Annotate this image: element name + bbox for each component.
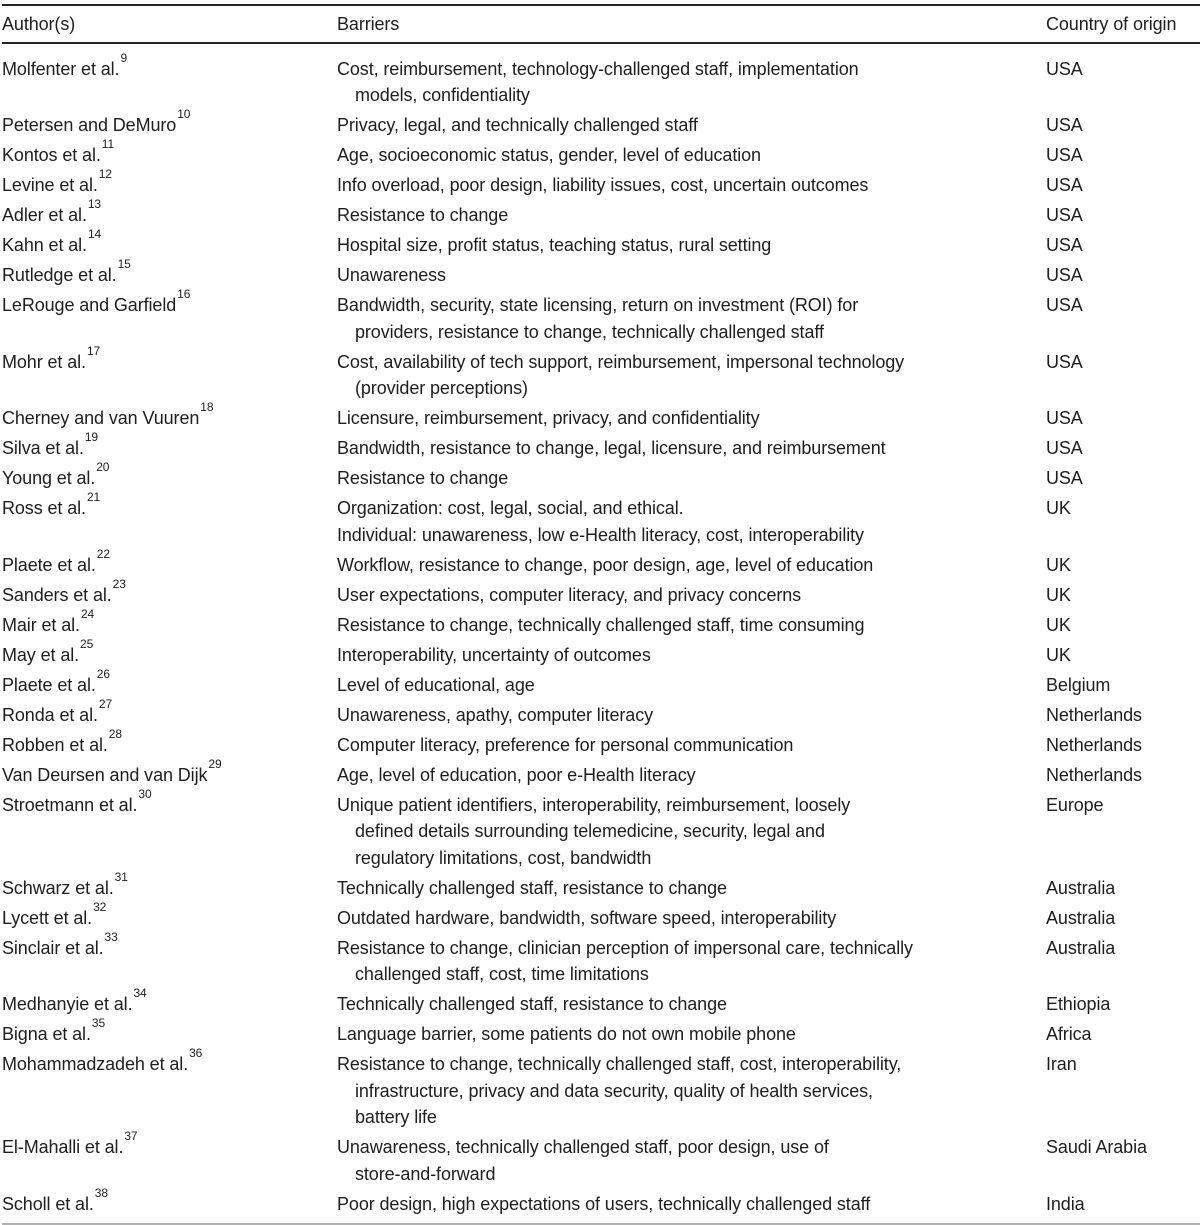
barriers-cell <box>337 349 1046 402</box>
barrier-line: Unawareness <box>337 265 446 285</box>
reference-number: 33 <box>104 929 118 944</box>
author-cell <box>2 490 337 522</box>
reference-number: 25 <box>80 636 94 651</box>
barrier-line: Licensure, reimbursement, privacy, and confidentiality <box>337 408 760 428</box>
table-row <box>2 696 1200 729</box>
barriers-cell <box>337 1134 1046 1187</box>
reference-number: 14 <box>87 227 102 241</box>
reference-number: 23 <box>112 576 126 591</box>
country-cell: Netherlands <box>1046 734 1142 755</box>
column-header-authors: Author(s) <box>2 14 76 34</box>
country-cell: USA <box>1046 205 1083 225</box>
reference-number: 18 <box>200 400 214 414</box>
table-row <box>2 756 1200 789</box>
author-cell <box>2 1046 337 1078</box>
author-cell <box>2 1185 337 1218</box>
author-cell <box>2 756 337 789</box>
barriers-cell <box>337 142 1046 169</box>
barrier-line: Cost, reimbursement, technology-challenged staff, implementation <box>337 58 859 79</box>
reference-number: 31 <box>114 869 128 884</box>
barrier-line: Level of educational, age <box>337 674 535 695</box>
barriers-cell <box>337 991 1046 1018</box>
author-cell <box>2 460 337 492</box>
table-row <box>2 287 1200 345</box>
author-name: Van Deursen and van Dijk <box>2 764 208 785</box>
barrier-line: Unique patient identifiers, interoperability, reimbursement, loosely <box>337 794 851 815</box>
table-row <box>2 986 1200 1018</box>
table-row <box>2 50 1200 109</box>
reference-number: 29 <box>208 756 222 771</box>
reference-number: 21 <box>86 490 101 504</box>
barrier-line: battery life <box>355 1107 437 1127</box>
reference-number: 19 <box>84 430 98 444</box>
country-cell: UK <box>1046 644 1071 665</box>
author-name: Medhanyie et al. <box>2 994 133 1014</box>
author-cell <box>2 606 337 639</box>
barriers-cell <box>337 642 1046 669</box>
author-cell <box>2 869 337 902</box>
barrier-line: Individual: unawareness, low e-Health literacy, cost, interoperability <box>337 524 864 545</box>
reference-number: 11 <box>101 137 115 151</box>
barriers-cell <box>337 465 1046 492</box>
barrier-line: Age, socioeconomic status, gender, level of education <box>337 145 761 165</box>
table-row <box>2 430 1200 462</box>
author-name: Sinclair et al. <box>2 937 104 958</box>
barriers-cell <box>337 552 1046 579</box>
barrier-line: Technically challenged staff, resistance to change <box>337 877 727 898</box>
barriers-cell <box>337 202 1046 229</box>
country-cell: UK <box>1046 614 1071 635</box>
author-cell <box>2 343 337 376</box>
barrier-line: Workflow, resistance to change, poor design, age, level of education <box>337 554 874 575</box>
author-cell <box>2 197 337 229</box>
country-cell: USA <box>1046 408 1083 428</box>
table-row <box>2 546 1200 579</box>
reference-number: 35 <box>91 1016 106 1030</box>
country-cell: UK <box>1046 584 1071 605</box>
barrier-line: Resistance to change, technically challenged staff, cost, interoperability, <box>337 1054 902 1074</box>
author-cell <box>2 1016 337 1048</box>
table-row <box>2 400 1200 432</box>
author-name: Plaete et al. <box>2 554 96 575</box>
barriers-cell <box>337 732 1046 759</box>
barrier-line: store-and-forward <box>355 1163 496 1184</box>
reference-number: 32 <box>93 899 107 914</box>
barriers-cell <box>337 262 1046 289</box>
barriers-cell <box>337 905 1046 932</box>
barriers-cell <box>337 672 1046 699</box>
barriers-cell <box>337 935 1046 988</box>
table-row <box>2 636 1200 669</box>
author-name: Mair et al. <box>2 614 80 635</box>
country-cell: Saudi Arabia <box>1046 1137 1147 1157</box>
reference-number: 26 <box>96 666 110 681</box>
barrier-line: Privacy, legal, and technically challenged staff <box>337 115 698 135</box>
author-name: Silva et al. <box>2 438 84 458</box>
barrier-line: Resistance to change <box>337 205 509 225</box>
author-name: Ross et al. <box>2 498 86 518</box>
table-row <box>2 490 1200 548</box>
author-cell <box>2 546 337 579</box>
table-row <box>2 343 1200 402</box>
country-cell: USA <box>1046 295 1083 315</box>
reference-number: 15 <box>117 257 131 271</box>
barrier-line: regulatory limitations, cost, bandwidth <box>355 847 652 868</box>
barrier-line: User expectations, computer literacy, and privacy concerns <box>337 584 802 605</box>
country-cell: Iran <box>1046 1054 1077 1074</box>
author-cell <box>2 1129 337 1161</box>
country-cell: USA <box>1046 235 1083 255</box>
country-cell: Belgium <box>1046 674 1111 695</box>
author-cell <box>2 227 337 259</box>
author-cell <box>2 50 337 83</box>
country-cell: India <box>1046 1193 1085 1214</box>
barriers-cell <box>337 292 1046 345</box>
country-cell: Europe <box>1046 794 1104 815</box>
author-cell <box>2 107 337 139</box>
author-name: Kahn et al. <box>2 235 87 255</box>
author-cell <box>2 257 337 289</box>
reference-number: 12 <box>98 167 112 181</box>
country-cell: USA <box>1046 145 1083 165</box>
barrier-line: Technically challenged staff, resistance to change <box>337 994 727 1014</box>
reference-number: 9 <box>120 50 128 65</box>
reference-number: 10 <box>177 107 191 121</box>
barriers-cell <box>337 435 1046 462</box>
author-name: Sanders et al. <box>2 584 112 605</box>
barriers-cell <box>337 1021 1046 1048</box>
author-cell <box>2 576 337 609</box>
author-cell <box>2 929 337 962</box>
reference-number: 36 <box>189 1046 203 1060</box>
author-name: Levine et al. <box>2 175 98 195</box>
author-cell <box>2 666 337 699</box>
author-cell <box>2 786 337 819</box>
reference-number: 28 <box>108 726 122 741</box>
barrier-line: infrastructure, privacy and data security, quality of health services, <box>355 1080 873 1101</box>
barrier-line: Cost, availability of tech support, reimbursement, impersonal technology <box>337 351 905 372</box>
table-row <box>2 1185 1200 1218</box>
country-cell: USA <box>1046 468 1083 488</box>
table-row <box>2 197 1200 229</box>
country-cell: USA <box>1046 115 1083 135</box>
author-name: Kontos et al. <box>2 145 101 165</box>
barrier-line: Language barrier, some patients do not own mobile phone <box>337 1024 796 1044</box>
reference-number: 34 <box>133 986 147 1000</box>
author-cell <box>2 287 337 319</box>
table-row <box>2 606 1200 639</box>
table-row <box>2 460 1200 492</box>
barrier-line: Poor design, high expectations of users, technically challenged staff <box>337 1193 871 1214</box>
author-cell <box>2 430 337 462</box>
barrier-line: Interoperability, uncertainty of outcomes <box>337 644 651 665</box>
table-body <box>2 44 1200 1225</box>
country-cell: Netherlands <box>1046 764 1142 785</box>
reference-number: 37 <box>124 1129 138 1143</box>
barrier-line: Info overload, poor design, liability issues, cost, uncertain outcomes <box>337 175 869 195</box>
table-header-row <box>2 4 1200 44</box>
reference-number: 30 <box>138 786 152 801</box>
author-name: Young et al. <box>2 468 96 488</box>
author-name: Adler et al. <box>2 205 87 225</box>
table-row <box>2 929 1200 988</box>
country-cell: USA <box>1046 175 1083 195</box>
author-name: LeRouge and Garfield <box>2 295 177 315</box>
country-cell: UK <box>1046 554 1071 575</box>
reference-number: 20 <box>96 460 110 474</box>
author-name: Schwarz et al. <box>2 877 114 898</box>
author-name: El-Mahalli et al. <box>2 1137 124 1157</box>
barrier-line: defined details surrounding telemedicine, security, legal and <box>355 821 825 841</box>
reference-number: 13 <box>87 197 102 211</box>
barrier-line: Resistance to change <box>337 468 509 488</box>
column-header-country: Country of origin <box>1046 14 1177 34</box>
author-name: May et al. <box>2 644 80 665</box>
table-row <box>2 1016 1200 1048</box>
barrier-line: Bandwidth, security, state licensing, return on investment (ROI) for <box>337 295 859 315</box>
table-row <box>2 786 1200 872</box>
table-row <box>2 726 1200 759</box>
barrier-line: challenged staff, cost, time limitations <box>355 964 649 984</box>
reference-number: 24 <box>80 606 95 621</box>
table-row <box>2 227 1200 259</box>
barriers-cell <box>337 172 1046 199</box>
country-cell: UK <box>1046 498 1071 518</box>
barrier-line: providers, resistance to change, technically challenged staff <box>355 321 824 342</box>
author-name: Ronda et al. <box>2 704 98 725</box>
table-row <box>2 1129 1200 1187</box>
table-row <box>2 576 1200 609</box>
table-row <box>2 1046 1200 1131</box>
author-cell <box>2 986 337 1018</box>
country-cell: USA <box>1046 265 1083 285</box>
country-cell: Australia <box>1046 937 1116 958</box>
barriers-cell <box>337 112 1046 139</box>
barrier-line: Resistance to change, technically challenged staff, time consuming <box>337 614 865 635</box>
barrier-line: models, confidentiality <box>355 85 530 105</box>
barrier-line: Outdated hardware, bandwidth, software speed, interoperability <box>337 907 837 928</box>
author-name: Mohr et al. <box>2 351 86 372</box>
barrier-line: Resistance to change, clinician perception of impersonal care, technically <box>337 937 913 958</box>
table-row <box>2 107 1200 139</box>
barriers-cell <box>337 495 1046 548</box>
country-cell: USA <box>1046 438 1083 458</box>
barrier-line: Computer literacy, preference for personal communication <box>337 734 794 755</box>
barrier-line: Unawareness, apathy, computer literacy <box>337 704 654 725</box>
barriers-cell <box>337 1191 1046 1218</box>
author-name: Bigna et al. <box>2 1024 91 1044</box>
table-row <box>2 869 1200 902</box>
table-row <box>2 666 1200 699</box>
barriers-cell <box>337 582 1046 609</box>
author-name: Molfenter et al. <box>2 58 120 79</box>
table-row <box>2 137 1200 169</box>
barrier-line: Organization: cost, legal, social, and ethical. <box>337 498 684 518</box>
reference-number: 17 <box>86 343 101 358</box>
country-cell: USA <box>1046 58 1083 79</box>
column-header-barriers: Barriers <box>337 14 400 34</box>
barriers-cell <box>337 232 1046 259</box>
author-name: Stroetmann et al. <box>2 794 138 815</box>
author-cell <box>2 137 337 169</box>
author-cell <box>2 400 337 432</box>
country-cell: Australia <box>1046 877 1116 898</box>
country-cell: Netherlands <box>1046 704 1142 725</box>
author-cell <box>2 696 337 729</box>
reference-number: 27 <box>98 696 113 711</box>
author-name: Cherney and van Vuuren <box>2 408 200 428</box>
barriers-cell <box>337 56 1046 109</box>
author-name: Robben et al. <box>2 734 108 755</box>
country-cell: Ethiopia <box>1046 994 1111 1014</box>
author-name: Scholl et al. <box>2 1193 94 1214</box>
author-name: Lycett et al. <box>2 907 93 928</box>
barriers-cell <box>337 1051 1046 1131</box>
barrier-line: Bandwidth, resistance to change, legal, licensure, and reimbursement <box>337 438 886 458</box>
barriers-cell <box>337 762 1046 789</box>
country-cell: Africa <box>1046 1024 1092 1044</box>
table-row <box>2 257 1200 289</box>
barrier-line: (provider perceptions) <box>355 378 528 398</box>
reference-number: 38 <box>94 1185 108 1200</box>
barriers-cell <box>337 612 1046 639</box>
barriers-cell <box>337 702 1046 729</box>
author-name: Plaete et al. <box>2 674 96 695</box>
country-cell: USA <box>1046 351 1083 372</box>
barriers-cell <box>337 405 1046 432</box>
barrier-line: Unawareness, technically challenged staff, poor design, use of <box>337 1137 829 1157</box>
barriers-cell <box>337 875 1046 902</box>
reference-number: 22 <box>96 546 110 561</box>
author-cell <box>2 636 337 669</box>
author-name: Rutledge et al. <box>2 265 117 285</box>
author-name: Mohammadzadeh et al. <box>2 1054 189 1074</box>
table-row <box>2 167 1200 199</box>
author-cell <box>2 899 337 932</box>
author-cell <box>2 167 337 199</box>
author-cell <box>2 726 337 759</box>
table-row <box>2 899 1200 932</box>
reference-number: 16 <box>177 287 191 301</box>
barrier-line: Age, level of education, poor e-Health literacy <box>337 764 696 785</box>
barrier-line: Hospital size, profit status, teaching status, rural setting <box>337 235 772 255</box>
barriers-cell <box>337 792 1046 872</box>
country-cell: Australia <box>1046 907 1116 928</box>
author-name: Petersen and DeMuro <box>2 115 177 135</box>
